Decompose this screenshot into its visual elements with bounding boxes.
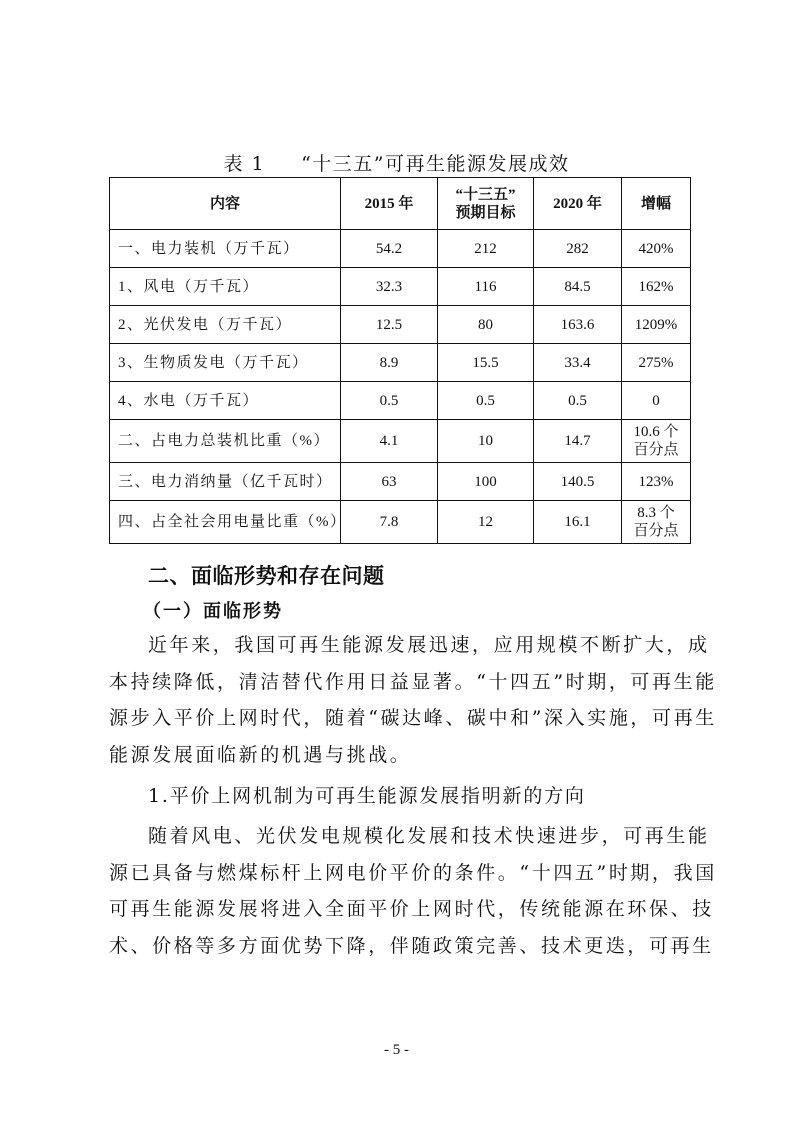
table-caption-title: “十三五”可再生能源发展成效: [301, 153, 570, 175]
table-row: 2、光伏发电（万千瓦） 12.5 80 163.6 1209%: [110, 306, 691, 344]
table-caption: [0, 149, 793, 176]
header-2020: 2020 年: [534, 178, 622, 230]
header-target: “十三五” 预期目标: [438, 178, 534, 230]
header-2015: 2015 年: [341, 178, 438, 230]
paragraph-grid-parity: 随着风电、光伏发电规模化发展和技术快速进步，可再生能 源已具备与燃煤标杆上网电价平价的条件。“十四五”时期，我国 可再生能源发展将进入全面平价上网时代，传统能源在环保、技 术、价格等多方面优势下降，伴随政策完善、技术更迭，可再生: [109, 825, 717, 957]
table-row: 二、占电力总装机比重（%） 4.1 10 14.7 10.6 个 百分点: [110, 420, 691, 463]
table-row: 3、生物质发电（万千瓦） 8.9 15.5 33.4 275%: [110, 344, 691, 382]
table-caption-label: 表 1: [223, 153, 266, 175]
table-row: 4、水电（万千瓦） 0.5 0.5 0.5 0: [110, 382, 691, 420]
header-content: 内容: [110, 178, 341, 230]
table-row: 三、电力消纳量（亿千瓦时） 63 100 140.5 123%: [110, 463, 691, 501]
table-row: 四、占全社会用电量比重（%） 7.8 12 16.1 8.3 个 百分点: [110, 501, 691, 544]
table-header-row: [110, 178, 691, 230]
renewable-energy-results-table: [109, 177, 691, 544]
paragraph-situation: 近年来，我国可再生能源发展迅速，应用规模不断扩大，成 本持续降低，清洁替代作用日益显著。“十四五”时期，可再生能 源步入平价上网时代，随着“碳达峰、碳中和”深入实施，可再生 能源发展面临新的机遇与挑战。: [109, 634, 717, 766]
section-heading: 二、面临形势和存在问题: [148, 564, 385, 588]
table-row: 1、风电（万千瓦） 32.3 116 84.5 162%: [110, 268, 691, 306]
subsection-heading: （一）面临形势: [143, 601, 283, 622]
table-row: 一、电力装机（万千瓦） 54.2 212 282 420%: [110, 230, 691, 268]
page-number: - 5 -: [384, 1042, 409, 1058]
point-heading: 1.平价上网机制为可再生能源发展指明新的方向: [148, 785, 586, 807]
header-growth: 增幅: [622, 178, 691, 230]
